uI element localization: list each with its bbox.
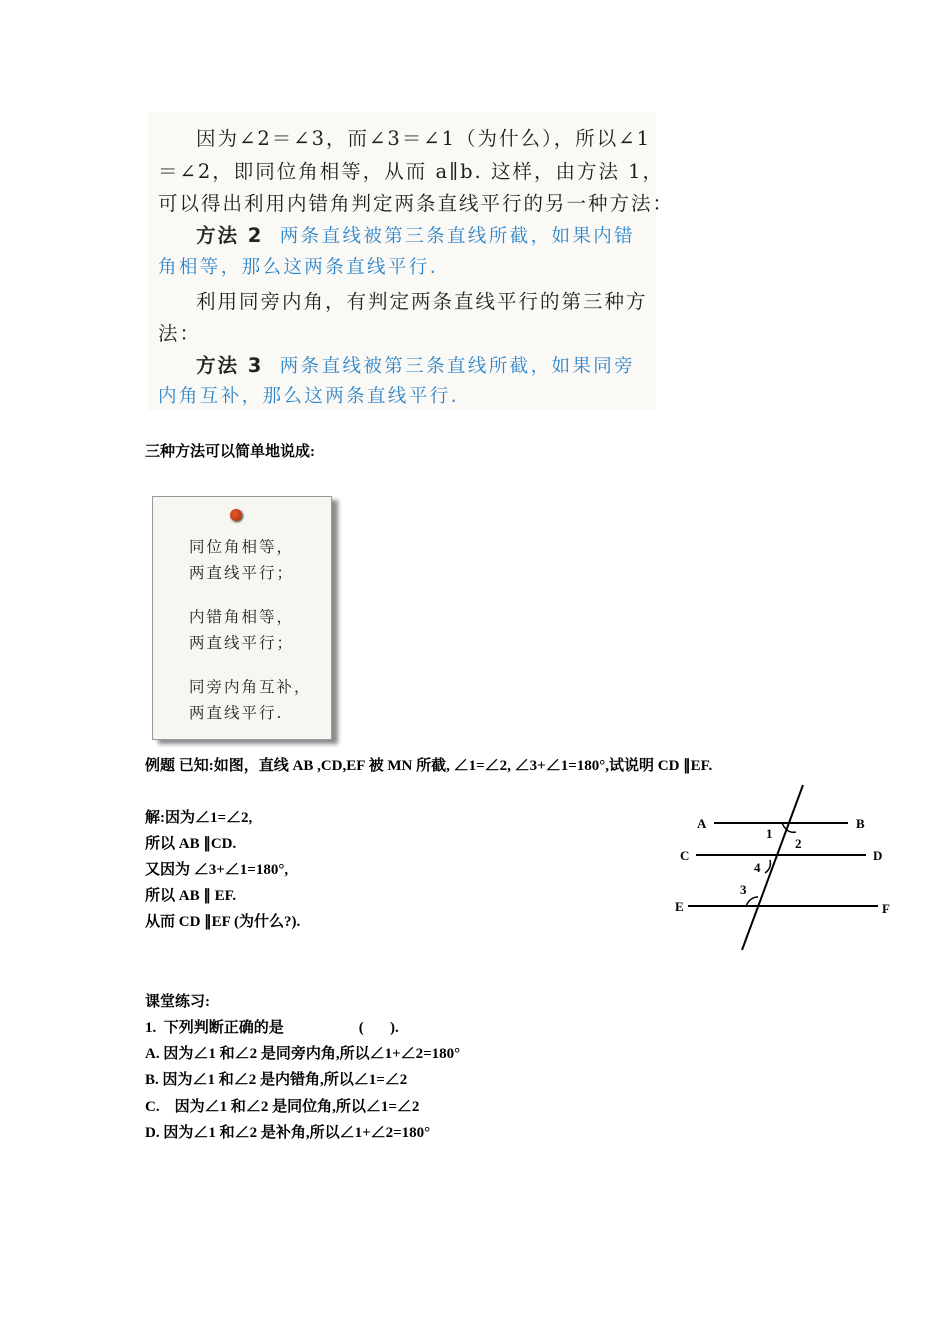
label-b: B bbox=[856, 816, 865, 831]
note-line-2: 两直线平行； bbox=[189, 564, 295, 582]
line-mn bbox=[742, 785, 803, 950]
label-f: F bbox=[882, 901, 890, 916]
parallel-lines-figure bbox=[666, 780, 906, 955]
angle-4-label: 4 bbox=[754, 860, 761, 875]
label-d: D bbox=[873, 848, 883, 863]
label-c: C bbox=[680, 848, 690, 863]
solution-line-3: 又因为 ∠3+∠1=180°, bbox=[145, 862, 289, 878]
option-b: B. 因为∠1 和∠2 是内错角,所以∠1=∠2 bbox=[145, 1072, 408, 1088]
method-2 bbox=[196, 220, 635, 248]
excerpt-line-tri-a: 利用同旁内角，有判定两条直线平行的第三种方 bbox=[196, 290, 648, 313]
note-card bbox=[152, 496, 332, 740]
note-line-6: 两直线平行. bbox=[189, 704, 284, 722]
excerpt-line-2: ＝∠2，即同位角相等，从而 a∥b. 这样，由方法 1， bbox=[158, 160, 665, 183]
pushpin-icon bbox=[230, 509, 242, 521]
option-c: C. 因为∠1 和∠2 是同位角,所以∠1=∠2 bbox=[145, 1099, 420, 1115]
note-line-1: 同位角相等， bbox=[189, 538, 295, 556]
note-line-3: 内错角相等， bbox=[189, 608, 295, 626]
option-d: D. 因为∠1 和∠2 是补角,所以∠1+∠2=180° bbox=[145, 1125, 431, 1141]
solution-line-4: 所以 AB ∥ EF. bbox=[145, 888, 237, 904]
note-line-5: 同旁内角互补， bbox=[189, 678, 312, 696]
solution-line-1: 解:因为∠1=∠2, bbox=[145, 810, 253, 826]
method-3-text-a: 两条直线被第三条直线所截，如果同旁 bbox=[279, 356, 636, 377]
solution-line-5: 从而 CD ∥EF (为什么?). bbox=[145, 914, 301, 930]
angle-3-label: 3 bbox=[740, 882, 747, 897]
solution-line-2: 所以 AB ∥CD. bbox=[145, 836, 237, 852]
textbook-excerpt bbox=[148, 112, 675, 410]
label-e: E bbox=[675, 899, 684, 914]
practice-question: 1. 下列判断正确的是 ( ). bbox=[145, 1020, 399, 1036]
excerpt-line-tri-b: 法： bbox=[158, 322, 202, 345]
summary-intro: 三种方法可以简单地说成: bbox=[145, 444, 315, 460]
method-2-text-a: 两条直线被第三条直线所截，如果内错 bbox=[279, 226, 636, 247]
angle-4-arc bbox=[765, 860, 770, 873]
option-a: A. 因为∠1 和∠2 是同旁内角,所以∠1+∠2=180° bbox=[145, 1046, 461, 1062]
angle-1-label: 1 bbox=[766, 826, 773, 841]
example-statement: 例题 已知:如图，直线 AB ,CD,EF 被 MN 所截, ∠1=∠2, ∠3+∠1=180°,试说明 CD ∥EF. bbox=[145, 758, 713, 774]
label-a: A bbox=[697, 816, 707, 831]
method-2-label: 方法 2 bbox=[196, 224, 264, 247]
excerpt-line-3: 可以得出利用内错角判定两条直线平行的另一种方法： bbox=[158, 192, 675, 215]
angle-2-label: 2 bbox=[795, 836, 802, 851]
method-3-label: 方法 3 bbox=[196, 354, 264, 377]
excerpt-line-1: 因为∠2＝∠3，而∠3＝∠1（为什么），所以∠1 bbox=[196, 127, 651, 150]
method-3-text-b: 内角互补，那么这两条直线平行. bbox=[158, 386, 459, 407]
note-line-4: 两直线平行； bbox=[189, 634, 295, 652]
angle-3-arc bbox=[746, 897, 758, 906]
method-2-text-b: 角相等，那么这两条直线平行. bbox=[158, 257, 438, 278]
practice-heading: 课堂练习: bbox=[145, 994, 210, 1010]
method-3 bbox=[196, 350, 635, 378]
